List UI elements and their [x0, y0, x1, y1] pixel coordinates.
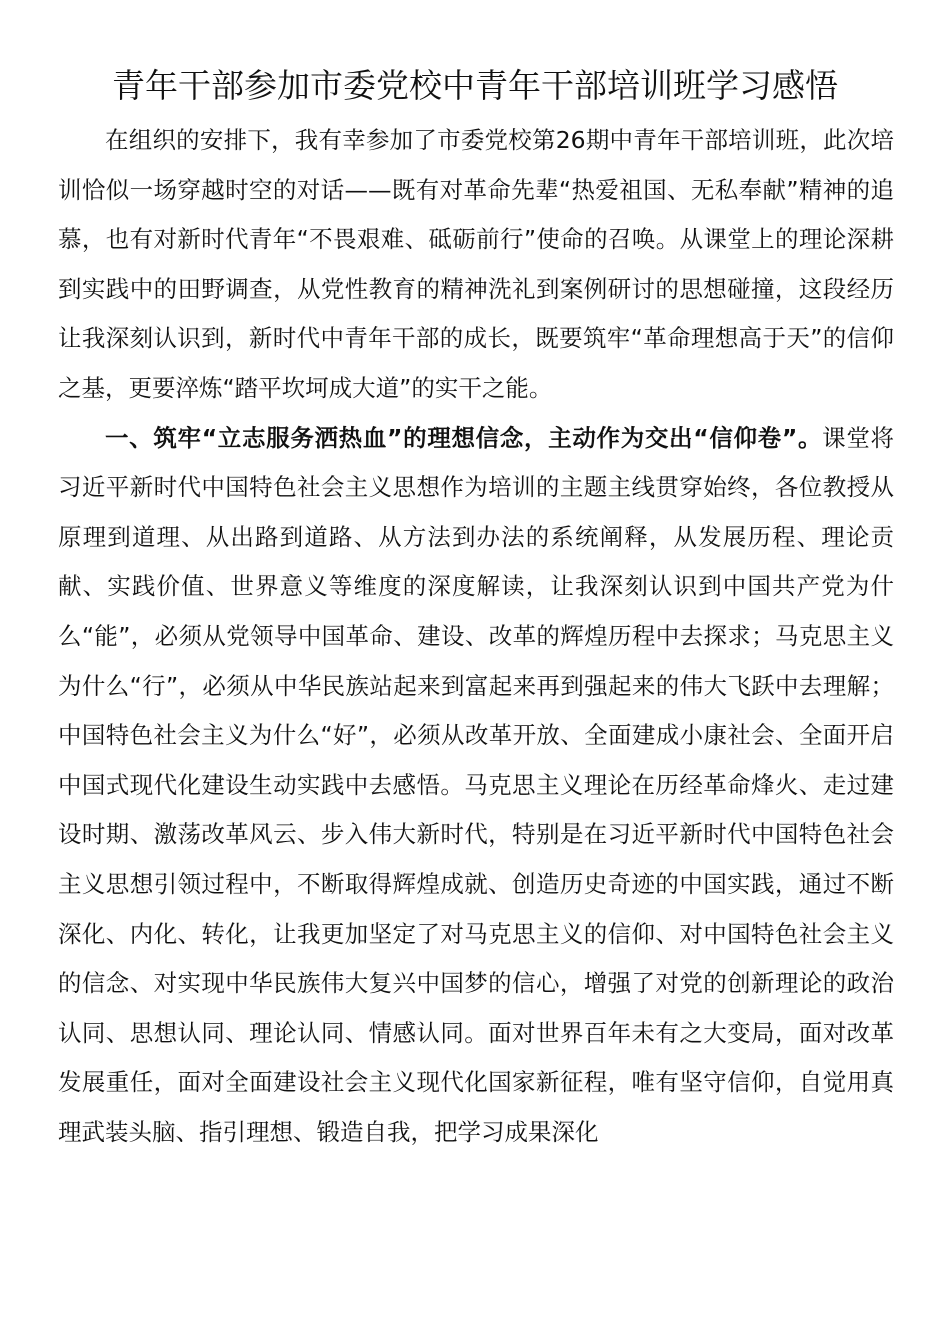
document-title: 青年干部参加市委党校中青年干部培训班学习感悟	[112, 66, 838, 105]
document-body	[58, 116, 894, 1157]
section-1-paragraph	[58, 414, 894, 1158]
section-1-body: 课堂将习近平新时代中国特色社会主义思想作为培训的主题主线贯穿始终，各位教授从原理到道理、从出路到道路、从方法到办法的系统阐释，从发展历程、理论贡献、实践价值、世界意义等维度的深度解读，让我深刻认识到中国共产党为什么“能”，必须从党领导中国革命、建设、改革的辉煌历程中去探求；马克思主义为什么“行”，必须从中华民族站起来到富起来再到强起来的伟大飞跃中去理解；中国特色社会主义为什么“好”，必须从改革开放、全面建成小康社会、全面开启中国式现代化建设生动实践中去感悟。马克思主义理论在历经革命烽火、走过建设时期、激荡改革风云、步入伟大新时代，特别是在习近平新时代中国特色社会主义思想引领过程中，不断取得辉煌成就、创造历史奇迹的中国实践，通过不断深化、内化、转化，让我更加坚定了对马克思主义的信仰、对中国特色社会主义的信念、对实现中华民族伟大复兴中国梦的信心，增强了对党的创新理论的政治认同、思想认同、理论认同、情感认同。面对世界百年未有之大变局，面对改革发展重任，面对全面建设社会主义现代化国家新征程，唯有坚守信仰，自觉用真理武装头脑、指引理想、锻造自我，把学习成果深化	[58, 423, 895, 1146]
section-1-heading: 一、筑牢“立志服务洒热血”的理想信念，主动作为交出“信仰卷”。	[105, 423, 823, 452]
intro-paragraph: 在组织的安排下，我有幸参加了市委党校第26期中青年干部培训班，此次培训恰似一场穿越时空的对话——既有对革命先辈“热爱祖国、无私奉献”精神的追慕，也有对新时代青年“不畏艰难、砥砺前行”使命的召唤。从课堂上的理论深耕到实践中的田野调查，从党性教育的精神洗礼到案例研讨的思想碰撞，这段经历让我深刻认识到，新时代中青年干部的成长，既要筑牢“革命理想高于天”的信仰之基，更要淬炼“踏平坎坷成大道”的实干之能。	[58, 126, 894, 402]
